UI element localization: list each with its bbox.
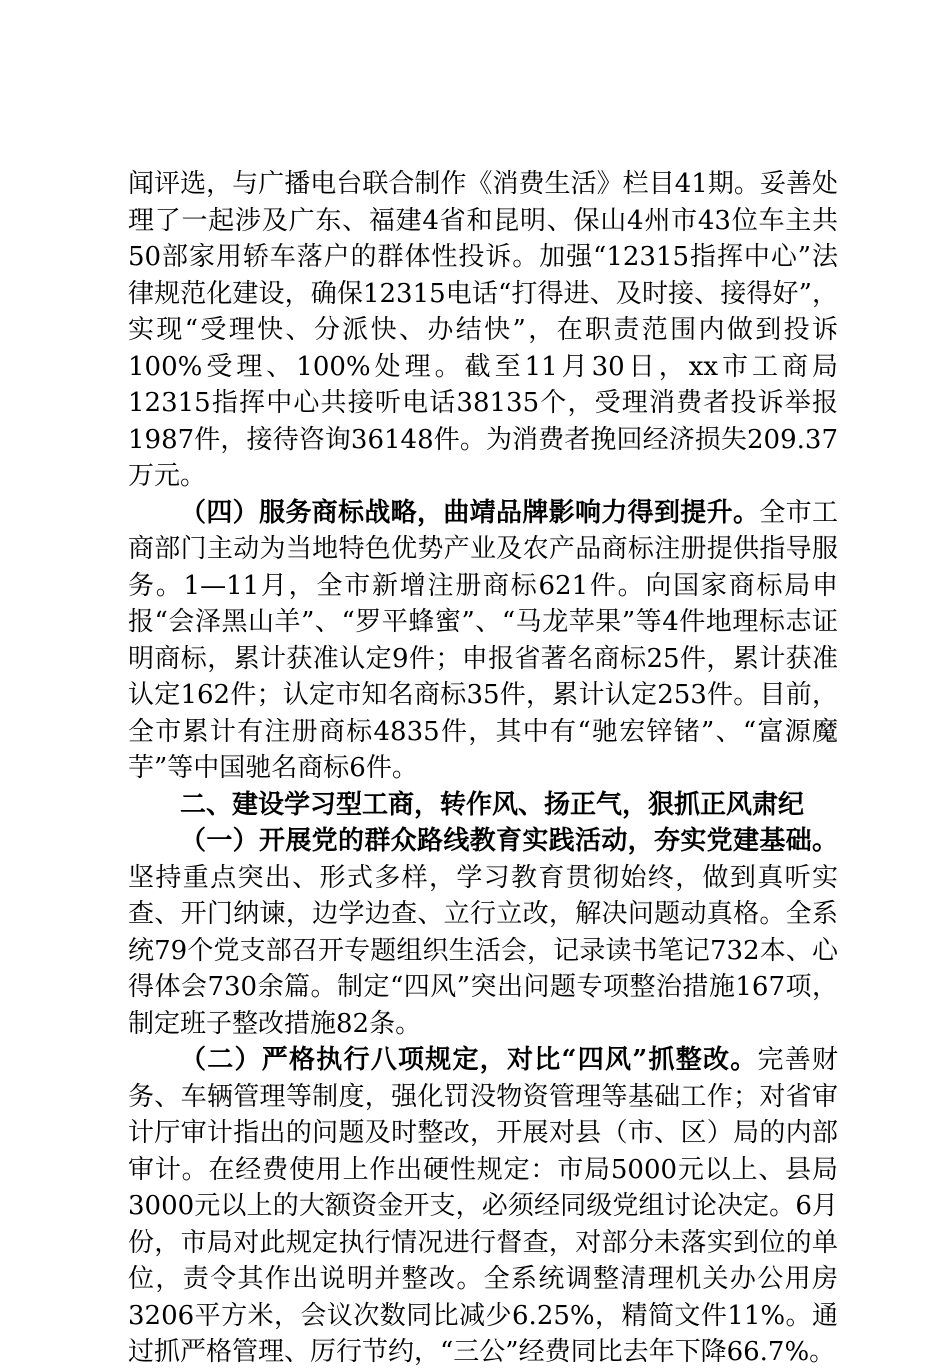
- section-heading-party-building: （一）开展党的群众路线教育实践活动，夯实党建基础。: [180, 826, 838, 856]
- paragraph-eight-regulations: [128, 1042, 838, 1371]
- paragraph-consumer-rights: 闻评选，与广播电台联合制作《消费生活》栏目41期。妥善处理了一起涉及广东、福建4省和昆明、保山4州市43位车主共50部家用轿车落户的群体性投诉。加强“12315指挥中心”法律规范化建设，确保12315电话“打得进、及时接、接得好”，实现“受理快、分派快、办结快”，在职责范围内做到投诉100%受理、100%处理。截至11月30日，xx市工商局12315指挥中心共接听电话38135个，受理消费者投诉举报1987件，接待咨询36148件。为消费者挽回经济损失209.37万元。: [128, 169, 838, 491]
- section-heading-eight-regulations: （二）严格执行八项规定，对比“四风”抓整改。: [180, 1045, 758, 1075]
- section-title-learning-organization: 二、建设学习型工商，转作风、扬正气，狠抓正风肃纪: [180, 789, 805, 820]
- paragraph-party-building: [128, 823, 838, 1042]
- paragraph-trademark-body: 全市工商部门主动为当地特色优势产业及农产品商标注册提供指导服务。1—11月，全市新增注册商标621件。向国家商标局申报“会泽黑山羊”、“罗平蜂蜜”、“马龙苹果”等4件地理标志证明商标，累计获准认定9件；申报省著名商标25件，累计获准认定162件；认定市知名商标35件，累计认定253件。目前，全市累计有注册商标4835件，其中有“驰宏锌锗”、“富源魔芋”等中国驰名商标6件。: [128, 497, 838, 783]
- paragraph-eight-regulations-body: 完善财务、车辆管理等制度，强化罚没物资管理等基础工作；对省审计厅审计指出的问题及时整改，开展对县（市、区）局的内部审计。在经费使用上作出硬性规定：市局5000元以上、县局3000元以上的大额资金开支，必须经同级党组讨论决定。6月份，市局对此规定执行情况进行督查，对部分未落实到位的单位，责令其作出说明并整改。全系统调整清理机关办公用房3206平方米，会议次数同比减少6.25%，精简文件11%。通过抓严格管理、厉行节约，“三公”经费同比去年下降66.7%。: [128, 1045, 838, 1367]
- section-heading-trademark: （四）服务商标战略，曲靖品牌影响力得到提升。: [180, 497, 760, 528]
- document-body: [128, 166, 838, 1371]
- paragraph-party-building-body: 坚持重点突出、形式多样，学习教育贯彻始终，做到真听实查、开门纳谏，边学边查、立行立改，解决问题动真格。全系统79个党支部召开专题组织生活会，记录读书笔记732本、心得体会730余篇。制定“四风”突出问题专项整治措施167项，制定班子整改措施82条。: [128, 862, 838, 1039]
- paragraph-trademark-strategy: [128, 495, 838, 787]
